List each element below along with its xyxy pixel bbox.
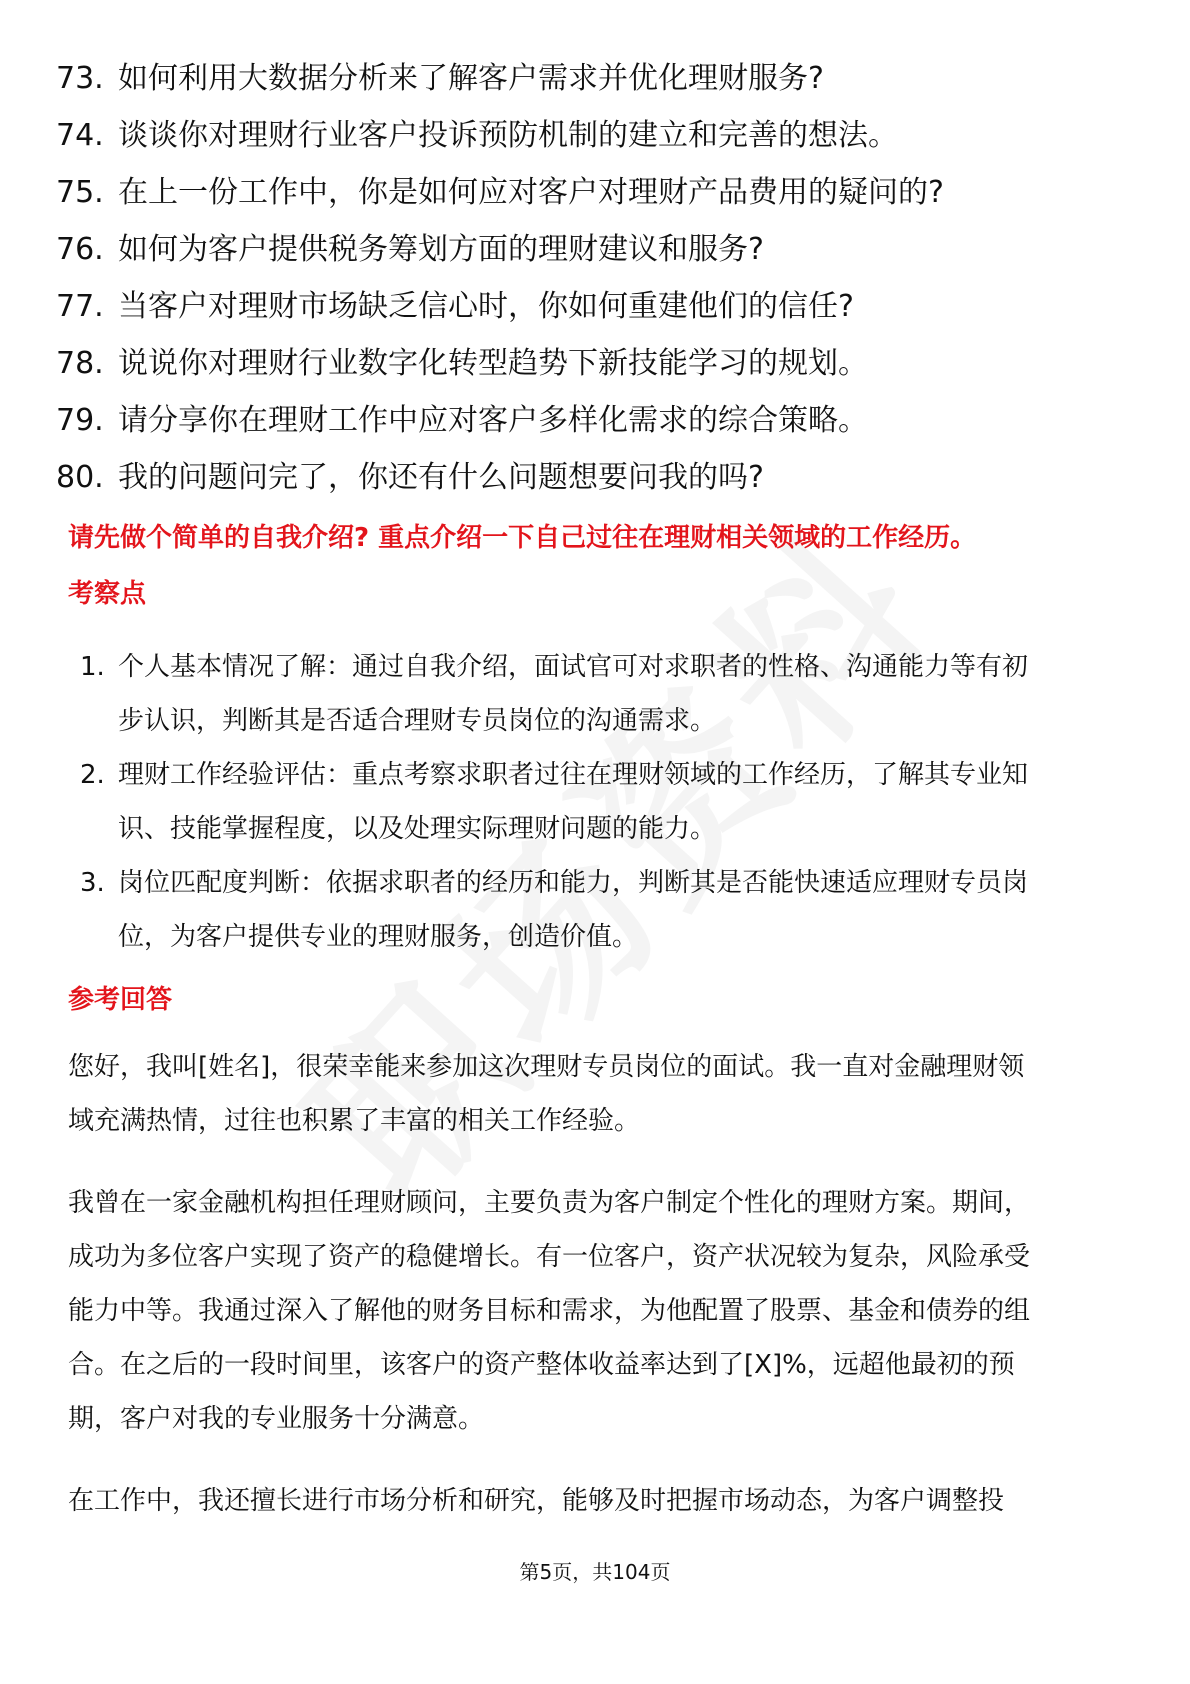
section-title-answer: 参考回答 bbox=[68, 985, 173, 1015]
question-number: 73. bbox=[56, 60, 104, 96]
question-text: 如何利用大数据分析来了解客户需求并优化理财服务? bbox=[118, 60, 824, 96]
question-text: 如何为客户提供税务筹划方面的理财建议和服务? bbox=[118, 231, 764, 267]
answer-paragraph: 我曾在一家金融机构担任理财顾问，主要负责为客户制定个性化的理财方案。期间，成功为多位客户实现了资产的稳健增长。有一位客户，资产状况较为复杂，风险承受能力中等。我通过深入了解他的财务目标和需求，为他配置了股票、基金和债券的组合。在之后的一段时间里，该客户的资产整体收益率达到了[X]%，远超他最初的预期，客户对我的专业服务十分满意。 bbox=[68, 1188, 1031, 1434]
question-number: 75. bbox=[56, 174, 104, 210]
question-text: 请分享你在理财工作中应对客户多样化需求的综合策略。 bbox=[118, 402, 868, 438]
question-item bbox=[56, 221, 1146, 278]
question-text: 我的问题问完了，你还有什么问题想要问我的吗? bbox=[118, 459, 764, 495]
question-number: 78. bbox=[56, 345, 104, 381]
question-text: 谈谈你对理财行业客户投诉预防机制的建立和完善的想法。 bbox=[118, 117, 898, 153]
point-text: 理财工作经验评估：重点考察求职者过往在理财领域的工作经历，了解其专业知识、技能掌握程度，以及处理实际理财问题的能力。 bbox=[118, 760, 1029, 844]
question-number: 76. bbox=[56, 231, 104, 267]
question-item bbox=[56, 278, 1146, 335]
question-text: 说说你对理财行业数字化转型趋势下新技能学习的规划。 bbox=[118, 345, 868, 381]
question-number: 74. bbox=[56, 117, 104, 153]
question-item bbox=[56, 392, 1146, 449]
page-footer: 第5页，共104页 bbox=[519, 1560, 671, 1584]
question-text: 在上一份工作中，你是如何应对客户对理财产品费用的疑问的? bbox=[118, 174, 944, 210]
point-text: 个人基本情况了解：通过自我介绍，面试官可对求职者的性格、沟通能力等有初步认识，判断其是否适合理财专员岗位的沟通需求。 bbox=[118, 652, 1029, 736]
point-number: 1. bbox=[80, 652, 105, 682]
question-number: 79. bbox=[56, 402, 104, 438]
question-item bbox=[56, 50, 1146, 107]
points-list bbox=[80, 640, 1050, 964]
question-item bbox=[56, 335, 1146, 392]
question-item bbox=[56, 107, 1146, 164]
question-list bbox=[56, 50, 1146, 506]
answer-paragraph: 在工作中，我还擅长进行市场分析和研究，能够及时把握市场动态，为客户调整投 bbox=[68, 1486, 1005, 1516]
section-title-points: 考察点 bbox=[68, 579, 147, 609]
question-item bbox=[56, 449, 1146, 506]
answer-paragraph: 您好，我叫[姓名]，很荣幸能来参加这次理财专员岗位的面试。我一直对金融理财领域充满热情，过往也积累了丰富的相关工作经验。 bbox=[68, 1052, 1025, 1136]
question-text: 当客户对理财市场缺乏信心时，你如何重建他们的信任? bbox=[118, 288, 854, 324]
question-number: 77. bbox=[56, 288, 104, 324]
point-number: 3. bbox=[80, 868, 105, 898]
point-item bbox=[80, 640, 1050, 748]
point-item bbox=[80, 748, 1050, 856]
point-text: 岗位匹配度判断：依据求职者的经历和能力，判断其是否能快速适应理财专员岗位，为客户提供专业的理财服务，创造价值。 bbox=[118, 868, 1029, 952]
point-item bbox=[80, 856, 1050, 964]
highlight-question: 请先做个简单的自我介绍? 重点介绍一下自己过往在理财相关领域的工作经历。 bbox=[68, 523, 977, 553]
point-number: 2. bbox=[80, 760, 105, 790]
question-item bbox=[56, 164, 1146, 221]
question-number: 80. bbox=[56, 459, 104, 495]
